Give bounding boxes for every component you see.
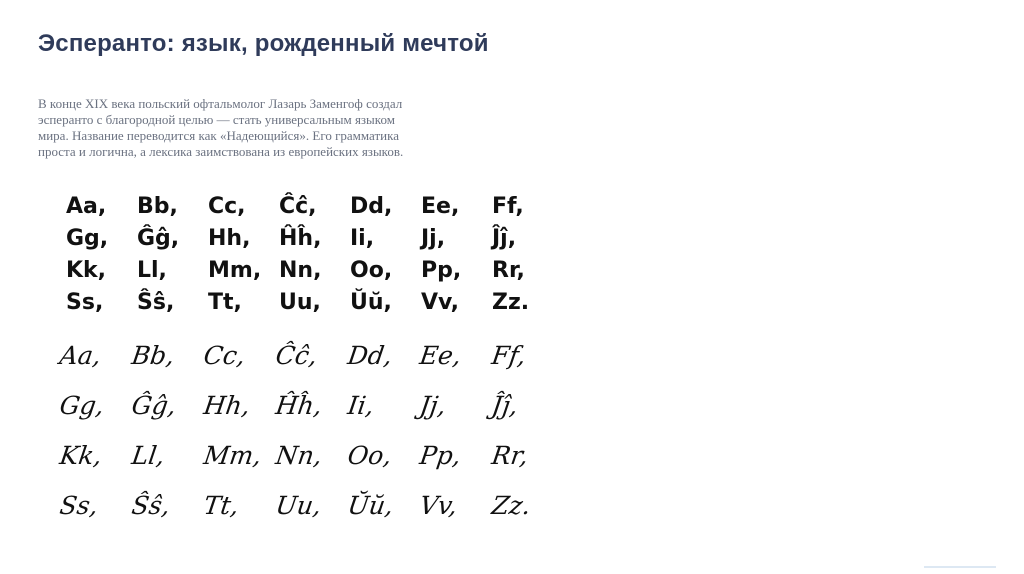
script-letter-pair: Kk, [57,440,104,470]
body-line: эсперанто с благородной целью — стать универсальным языком [38,112,395,127]
alphabet-print-image [60,190,560,318]
print-letter-pair: Ŭŭ, [350,289,392,315]
script-row [52,380,562,430]
print-letter-pair: Zz. [492,289,530,315]
script-letter-pair: Vv, [417,490,460,520]
script-letter-pair: Ss, [57,490,100,520]
print-letter-pair: Nn, [279,257,322,283]
print-letter-pair: Ll, [137,257,167,283]
slide-footer-accent-bar [924,566,996,568]
print-letter-pair: Bb, [137,193,178,219]
print-letter-pair: Jj, [421,225,446,251]
print-letter-pair: Ff, [492,193,524,219]
print-letter-pair: Cc, [208,193,246,219]
print-letter-pair: Ĉĉ, [279,193,317,219]
body-line: мира. Название переводится как «Надеющийся». Его грамматика [38,128,400,143]
print-row [60,254,560,286]
print-letter-pair: Aa, [66,193,107,219]
print-letter-pair: Oo, [350,257,393,283]
script-letter-pair: Ii, [345,390,376,420]
print-row [60,190,560,222]
print-letter-pair: Ĵĵ, [492,225,517,251]
print-letter-pair: Ĝĝ, [137,225,180,251]
script-row [52,480,562,530]
script-letter-pair: Ĝĝ, [129,390,178,420]
print-letter-pair: Kk, [66,257,107,283]
script-letter-pair: Nn, [273,440,324,470]
script-row [52,330,562,380]
script-letter-pair: Ff, [489,340,528,370]
script-letter-pair: Uu, [273,490,324,520]
script-letter-pair: Hh, [201,390,252,420]
script-letter-pair: Tt, [201,490,241,520]
script-letter-pair: Oo, [345,440,394,470]
print-letter-pair: Dd, [350,193,393,219]
print-letter-pair: Gg, [66,225,109,251]
script-letter-pair: Bb, [129,340,177,370]
script-letter-pair: Gg, [57,390,106,420]
print-letter-pair: Uu, [279,289,321,315]
script-letter-pair: Dd, [345,340,395,370]
script-letter-pair: Zz. [489,490,533,520]
script-letter-pair: Pp, [417,440,463,470]
print-letter-pair: Ss, [66,289,104,315]
script-letter-pair: Cc, [201,340,248,370]
script-letter-pair: Jj, [417,390,448,420]
print-letter-pair: Hh, [208,225,251,251]
print-letter-pair: Mm, [208,257,262,283]
print-row [60,286,560,318]
print-letter-pair: Ĥĥ, [279,225,322,251]
body-line: В конце XIX века польский офтальмолог Лазарь Заменгоф создал [38,96,403,111]
script-letter-pair: Ĉĉ, [273,340,320,370]
print-letter-pair: Pp, [421,257,462,283]
script-letter-pair: Ŝŝ, [129,490,172,520]
script-letter-pair: Ll, [129,440,167,470]
script-letter-pair: Ŭŭ, [345,490,396,520]
print-row [60,222,560,254]
print-letter-pair: Tt, [208,289,242,315]
body-line: проста и логична, а лексика заимствована из европейских языков. [38,144,404,159]
script-letter-pair: Ĥĥ, [273,390,324,420]
script-letter-pair: Mm, [201,440,264,470]
script-letter-pair: Rr, [489,440,531,470]
script-letter-pair: Ee, [417,340,464,370]
script-letter-pair: Ĵĵ, [489,390,520,420]
script-row [52,430,562,480]
print-letter-pair: Rr, [492,257,525,283]
slide-body-text [38,96,508,160]
slide-title: Эсперанто: язык, рожденный мечтой [38,30,489,57]
print-letter-pair: Ii, [350,225,375,251]
print-letter-pair: Ee, [421,193,460,219]
print-letter-pair: Vv, [421,289,459,315]
alphabet-script-image [52,330,562,530]
script-letter-pair: Aa, [57,340,103,370]
print-letter-pair: Ŝŝ, [137,289,175,315]
